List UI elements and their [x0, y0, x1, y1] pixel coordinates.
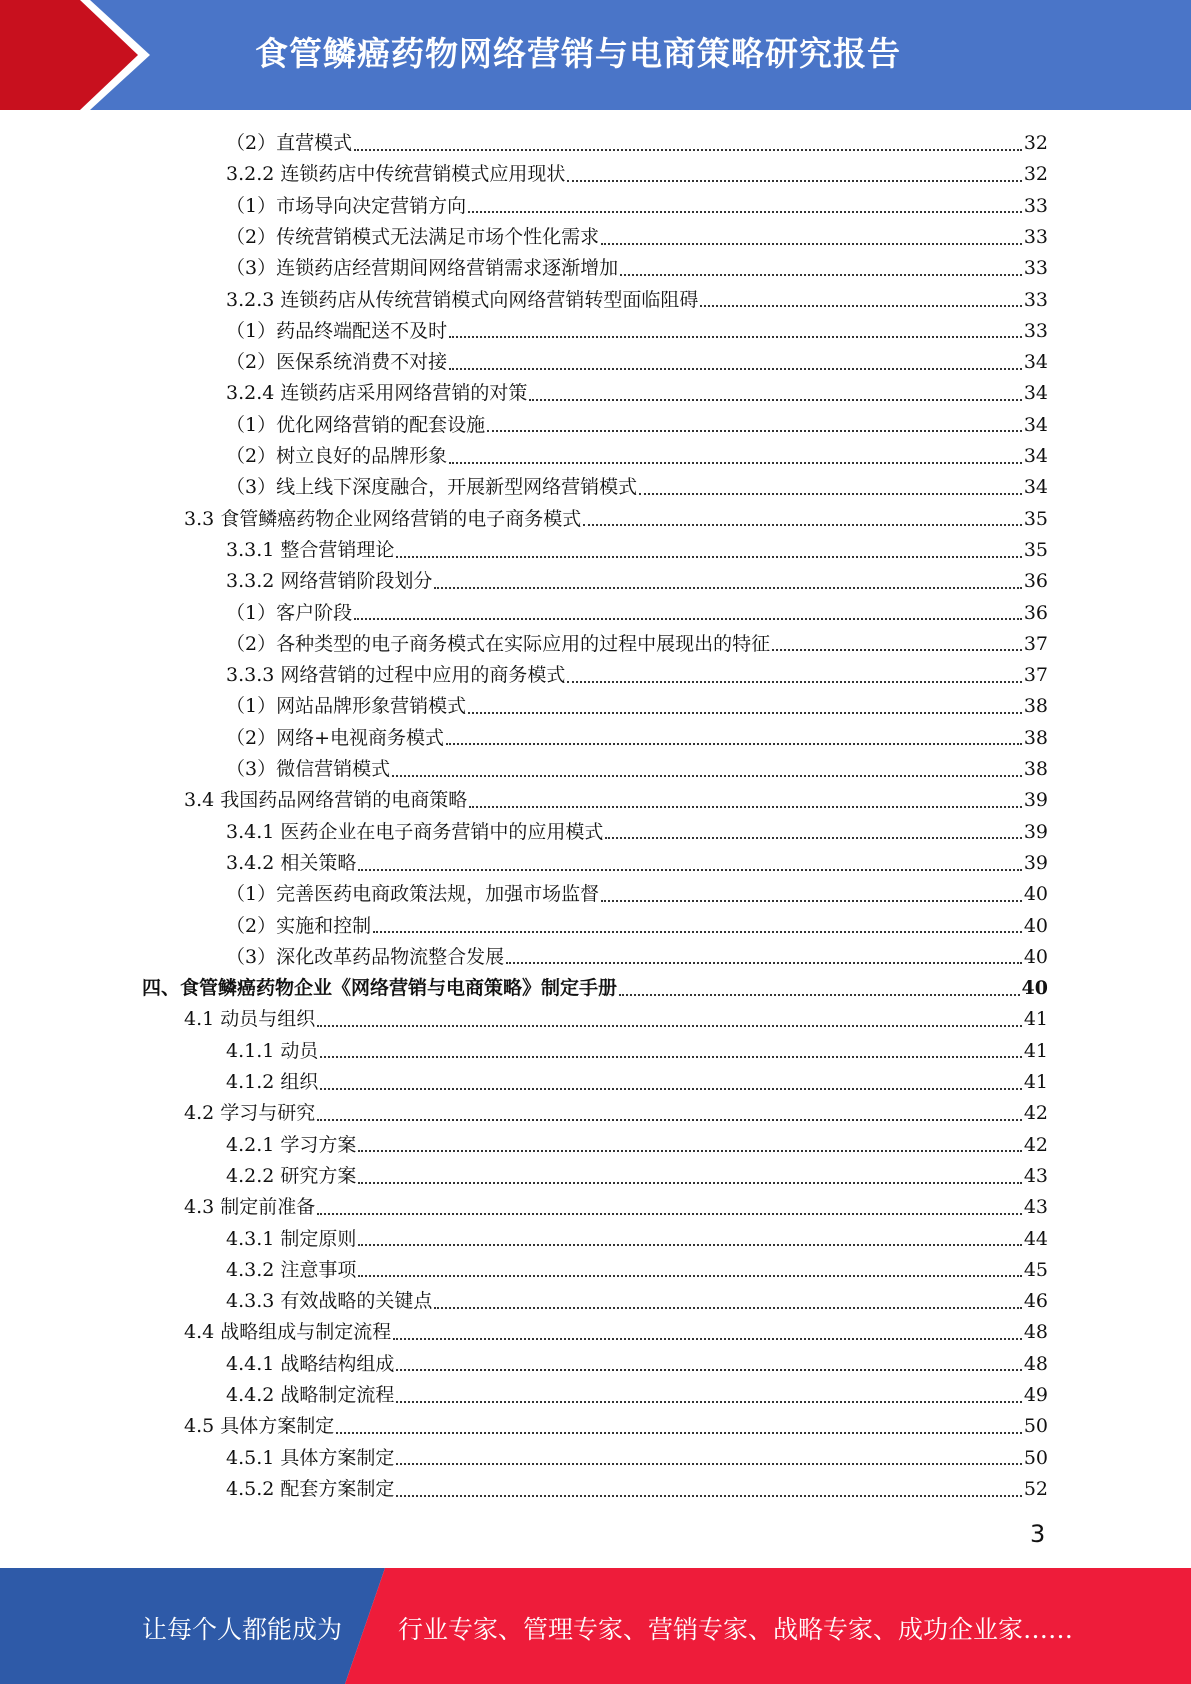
- toc-entry-label: 4.3.1 制定原则: [226, 1227, 357, 1250]
- toc-entry[interactable]: [184, 1411, 1048, 1442]
- toc-dot-leader: [619, 994, 1020, 996]
- toc-entry-label: 3.3.3 网络营销的过程中应用的商务模式: [226, 664, 566, 687]
- toc-entry[interactable]: [226, 347, 1048, 378]
- toc-dot-leader: [396, 1495, 1021, 1497]
- toc-entry-page: 34: [1023, 445, 1048, 467]
- toc-entry-page: 40: [1023, 914, 1048, 937]
- toc-entry-page: 39: [1023, 820, 1048, 843]
- toc-entry-label: （1）药品终端配送不及时: [226, 319, 448, 342]
- toc-entry-page: 40: [1021, 977, 1048, 1000]
- toc-entry-page: 43: [1023, 1196, 1048, 1219]
- toc-entry-page: 37: [1023, 632, 1048, 655]
- toc-entry-label: 4.4.1 战略结构组成: [226, 1352, 395, 1375]
- toc-entry[interactable]: [226, 222, 1048, 253]
- toc-dot-leader: [449, 368, 1022, 370]
- toc-entry-page: 38: [1023, 758, 1048, 780]
- toc-entry[interactable]: [226, 1067, 1048, 1098]
- toc-entry-page: 38: [1023, 726, 1048, 749]
- toc-dot-leader: [317, 1213, 1022, 1215]
- footer-slogan-left: 让每个人都能成为: [142, 1615, 343, 1644]
- toc-entry-label: （1）完善医药电商政策法规，加强市场监督: [226, 883, 600, 906]
- toc-dot-leader: [354, 149, 1022, 151]
- toc-dot-leader: [396, 1463, 1021, 1465]
- toc-entry[interactable]: [226, 253, 1048, 284]
- toc-entry-page: 46: [1023, 1290, 1048, 1313]
- toc-entry-page: 34: [1023, 351, 1048, 374]
- toc-entry-label: （1）市场导向决定营销方向: [226, 194, 467, 217]
- toc-dot-leader: [434, 587, 1021, 589]
- toc-entry[interactable]: [184, 1192, 1048, 1223]
- toc-entry[interactable]: [226, 754, 1048, 785]
- toc-entry-label: （3）微信营销模式: [226, 758, 391, 780]
- toc-entry-page: 42: [1023, 1133, 1048, 1156]
- toc-entry-page: 52: [1023, 1477, 1048, 1500]
- toc-entry-label: 4.1 动员与组织: [184, 1008, 316, 1031]
- toc-entry[interactable]: [226, 848, 1048, 879]
- toc-dot-leader: [700, 305, 1021, 307]
- toc-entry-page: 41: [1023, 1008, 1048, 1031]
- toc-entry[interactable]: [226, 691, 1048, 722]
- toc-entry-label: 4.2.1 学习方案: [226, 1133, 357, 1156]
- toc-entry-label: 4.5.2 配套方案制定: [226, 1477, 395, 1500]
- toc-entry-label: 4.2 学习与研究: [184, 1102, 316, 1125]
- toc-entry-page: 40: [1023, 945, 1048, 968]
- toc-dot-leader: [449, 462, 1022, 464]
- toc-entry[interactable]: [142, 973, 1048, 1004]
- toc-entry-page: 33: [1023, 288, 1048, 311]
- toc-entry[interactable]: [226, 629, 1048, 660]
- toc-dot-leader: [396, 1369, 1021, 1371]
- toc-entry-page: 36: [1023, 601, 1048, 624]
- toc-entry[interactable]: [226, 535, 1048, 566]
- toc-dot-leader: [567, 681, 1021, 683]
- toc-entry-page: 39: [1023, 789, 1048, 812]
- toc-entry[interactable]: [226, 566, 1048, 597]
- toc-entry-label: 3.4.1 医药企业在电子商务营销中的应用模式: [226, 820, 604, 843]
- toc-entry[interactable]: [226, 1036, 1048, 1067]
- toc-entry-label: 3.2.2 连锁药店中传统营销模式应用现状: [226, 163, 566, 186]
- toc-dot-leader: [354, 618, 1022, 620]
- toc-entry[interactable]: [226, 660, 1048, 691]
- toc-entry-page: 42: [1023, 1102, 1048, 1125]
- toc-dot-leader: [469, 806, 1022, 808]
- toc-entry[interactable]: [184, 1317, 1048, 1348]
- toc-dot-leader: [567, 180, 1021, 182]
- toc-dot-leader: [320, 1056, 1021, 1058]
- toc-entry[interactable]: [226, 1130, 1048, 1161]
- toc-entry-label: （1）网站品牌形象营销模式: [226, 695, 467, 718]
- toc-dot-leader: [393, 1338, 1022, 1340]
- toc-entry-page: 48: [1023, 1352, 1048, 1375]
- toc-entry-page: 48: [1023, 1321, 1048, 1344]
- toc-dot-leader: [468, 211, 1022, 213]
- toc-entry[interactable]: [226, 316, 1048, 347]
- toc-entry[interactable]: [226, 598, 1048, 629]
- toc-entry-label: 3.3.1 整合营销理论: [226, 538, 395, 561]
- toc-dot-leader: [358, 1150, 1021, 1152]
- toc-entry-page: 35: [1023, 538, 1048, 561]
- toc-entry-page: 40: [1023, 883, 1048, 906]
- toc-entry[interactable]: [226, 378, 1048, 409]
- toc-dot-leader: [336, 1432, 1022, 1434]
- toc-entry[interactable]: [226, 441, 1048, 472]
- toc-entry-label: 4.4.2 战略制定流程: [226, 1384, 395, 1406]
- toc-dot-leader: [583, 524, 1022, 526]
- toc-entry-page: 32: [1023, 132, 1048, 154]
- toc-dot-leader: [358, 1182, 1021, 1184]
- toc-dot-leader: [772, 649, 1022, 651]
- toc-dot-leader: [639, 493, 1022, 495]
- toc-entry[interactable]: [226, 1255, 1048, 1286]
- report-title: 食管鳞癌药物网络营销与电商策略研究报告: [255, 34, 901, 73]
- toc-dot-leader: [434, 1307, 1021, 1309]
- toc-entry-label: （2）直营模式: [226, 132, 353, 154]
- toc-dot-leader: [396, 556, 1021, 558]
- toc-entry-label: 4.3.3 有效战略的关键点: [226, 1290, 433, 1313]
- toc-entry-label: （2）传统营销模式无法满足市场个性化需求: [226, 225, 600, 248]
- toc-entry-label: 3.4.2 相关策略: [226, 851, 357, 874]
- toc-entry-page: 41: [1023, 1039, 1048, 1062]
- toc-entry-label: 4.5 具体方案制定: [184, 1415, 335, 1438]
- toc-entry[interactable]: [184, 1004, 1048, 1035]
- toc-entry-page: 50: [1023, 1446, 1048, 1469]
- toc-entry-label: （2）树立良好的品牌形象: [226, 445, 448, 467]
- toc-entry-label: （2）医保系统消费不对接: [226, 351, 448, 374]
- header-banner: [0, 0, 1191, 110]
- toc-entry-label: （3）线上线下深度融合，开展新型网络营销模式: [226, 476, 638, 499]
- toc-entry[interactable]: [226, 1380, 1048, 1411]
- toc-entry[interactable]: [226, 191, 1048, 222]
- toc-dot-leader: [358, 869, 1021, 871]
- toc-entry[interactable]: [226, 879, 1048, 910]
- toc-dot-leader: [605, 837, 1021, 839]
- toc-entry[interactable]: [226, 942, 1048, 973]
- toc-entry[interactable]: [226, 1349, 1048, 1380]
- toc-entry-label: 四、食管鳞癌药物企业《网络营销与电商策略》制定手册: [142, 977, 618, 1000]
- toc-entry-label: 3.2.3 连锁药店从传统营销模式向网络营销转型面临阻碍: [226, 288, 699, 311]
- toc-entry[interactable]: [226, 1443, 1048, 1474]
- toc-entry-page: 50: [1023, 1415, 1048, 1438]
- toc-entry[interactable]: [226, 1474, 1048, 1505]
- toc-dot-leader: [468, 712, 1022, 714]
- toc-entry[interactable]: [226, 723, 1048, 754]
- toc-entry[interactable]: [226, 159, 1048, 190]
- toc-entry-page: 45: [1023, 1258, 1048, 1281]
- toc-dot-leader: [529, 399, 1021, 401]
- toc-entry-page: 34: [1023, 476, 1048, 499]
- toc-entry-label: （1）优化网络营销的配套设施: [226, 413, 486, 436]
- toc-entry-label: （2）各种类型的电子商务模式在实际应用的过程中展现出的特征: [226, 632, 771, 655]
- toc-entry-page: 33: [1023, 194, 1048, 217]
- toc-entry[interactable]: [226, 472, 1048, 503]
- toc-entry[interactable]: [226, 817, 1048, 848]
- toc-entry[interactable]: [226, 1224, 1048, 1255]
- red-chevron-icon: [0, 0, 160, 110]
- toc-entry[interactable]: [184, 504, 1048, 535]
- toc-entry-label: 3.2.4 连锁药店采用网络营销的对策: [226, 382, 528, 405]
- toc-dot-leader: [601, 243, 1022, 245]
- toc-entry-label: （3）连锁药店经营期间网络营销需求逐渐增加: [226, 257, 619, 280]
- toc-entry-page: 41: [1023, 1071, 1048, 1093]
- toc-entry-label: 4.4 战略组成与制定流程: [184, 1321, 392, 1344]
- toc-entry[interactable]: [226, 911, 1048, 942]
- toc-entry-label: 4.2.2 研究方案: [226, 1164, 357, 1187]
- toc-entry[interactable]: [226, 410, 1048, 441]
- toc-entry-page: 33: [1023, 257, 1048, 280]
- toc-entry-label: 3.4 我国药品网络营销的电商策略: [184, 789, 468, 812]
- toc-entry-page: 34: [1023, 413, 1048, 436]
- toc-entry-label: 3.3.2 网络营销阶段划分: [226, 570, 433, 593]
- toc-entry-page: 49: [1023, 1384, 1048, 1406]
- toc-dot-leader: [317, 1119, 1022, 1121]
- toc-entry[interactable]: [226, 1161, 1048, 1192]
- toc-entry-label: （2）实施和控制: [226, 914, 372, 937]
- footer-banner: [0, 1568, 1191, 1684]
- toc-entry-page: 33: [1023, 225, 1048, 248]
- toc-entry-label: 4.1.1 动员: [226, 1039, 319, 1062]
- toc-entry-page: 44: [1023, 1227, 1048, 1250]
- toc-dot-leader: [601, 900, 1022, 902]
- toc-entry-label: （1）客户阶段: [226, 601, 353, 624]
- page-number: 3: [1030, 1520, 1046, 1548]
- toc-entry-page: 43: [1023, 1164, 1048, 1187]
- toc-entry-label: （3）深化改革药品物流整合发展: [226, 945, 505, 968]
- toc-entry-page: 34: [1023, 382, 1048, 405]
- toc-entry-page: 37: [1023, 664, 1048, 687]
- toc-dot-leader: [320, 1088, 1021, 1090]
- toc-entry-page: 36: [1023, 570, 1048, 593]
- toc-entry-label: 4.5.1 具体方案制定: [226, 1446, 395, 1469]
- toc-entry[interactable]: [226, 128, 1048, 159]
- toc-dot-leader: [487, 430, 1022, 432]
- toc-dot-leader: [620, 274, 1022, 276]
- toc-entry-label: 4.1.2 组织: [226, 1071, 319, 1093]
- toc-entry[interactable]: [184, 1098, 1048, 1129]
- toc-dot-leader: [506, 962, 1022, 964]
- toc-entry-page: 35: [1023, 507, 1048, 530]
- toc-dot-leader: [317, 1025, 1022, 1027]
- toc-entry-page: 32: [1023, 163, 1048, 186]
- toc-dot-leader: [446, 743, 1022, 745]
- toc-entry-page: 38: [1023, 695, 1048, 718]
- toc-dot-leader: [358, 1244, 1021, 1246]
- toc-entry[interactable]: [184, 785, 1048, 816]
- toc-entry[interactable]: [226, 1286, 1048, 1317]
- toc-entry-label: 4.3 制定前准备: [184, 1196, 316, 1219]
- toc-entry-label: 3.3 食管鳞癌药物企业网络营销的电子商务模式: [184, 507, 582, 530]
- toc-entry-page: 33: [1023, 319, 1048, 342]
- toc-dot-leader: [396, 1401, 1021, 1403]
- toc-dot-leader: [449, 336, 1022, 338]
- toc-dot-leader: [358, 1275, 1021, 1277]
- toc-dot-leader: [373, 931, 1022, 933]
- toc-entry[interactable]: [226, 285, 1048, 316]
- toc-dot-leader: [392, 775, 1022, 777]
- footer-slogan-right: 行业专家、管理专家、营销专家、战略专家、成功企业家……: [398, 1615, 1074, 1644]
- toc-entry-page: 39: [1023, 851, 1048, 874]
- toc-entry-label: 4.3.2 注意事项: [226, 1258, 357, 1281]
- toc-entry-label: （2）网络+电视商务模式: [226, 726, 445, 749]
